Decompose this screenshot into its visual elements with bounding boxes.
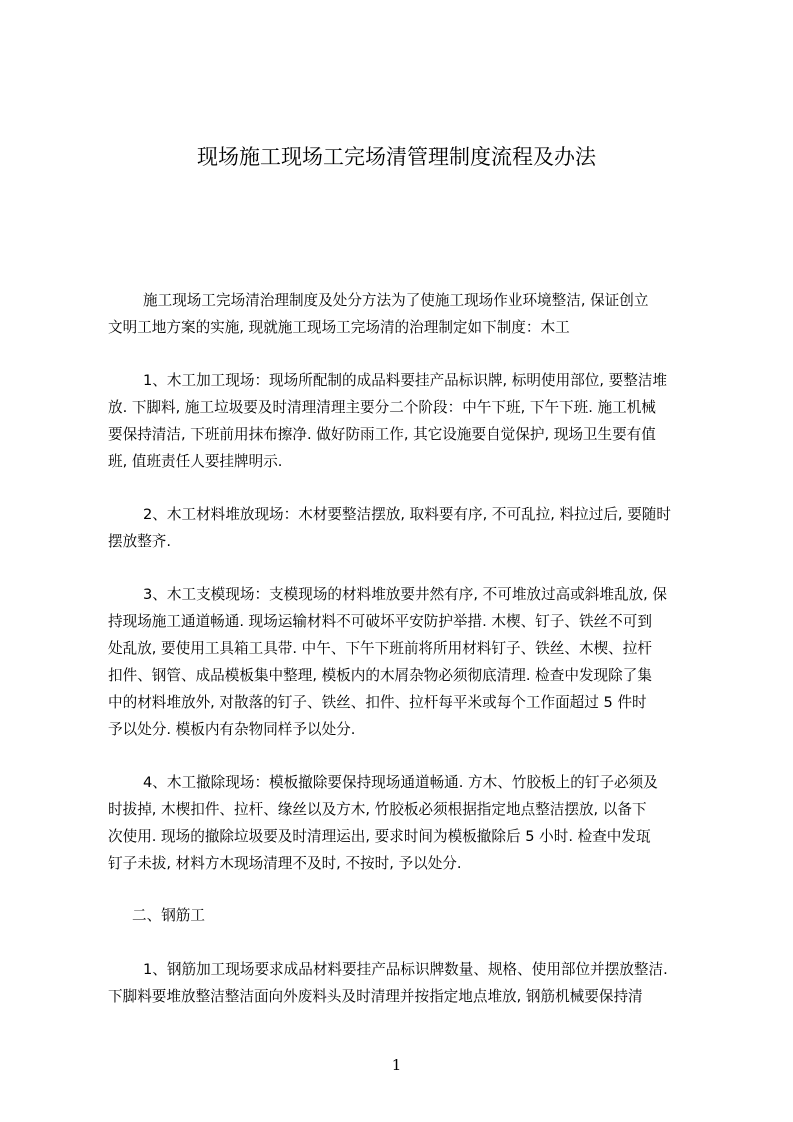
paragraph-carpentry-1-line-3: 要保持清洁, 下班前用抹布擦净. 做好防雨工作, 其它设施要自觉保护, 现场卫生要有值: [108, 426, 656, 443]
paragraph-steel-1-line-2: 下脚料要堆放整洁整洁面向外废料头及时清理并按指定地点堆放, 钢筋机械要保持清: [108, 988, 643, 1005]
paragraph-carpentry-3-line-1: 3、木工支模现场：支模现场的材料堆放要井然有序, 不可堆放过高或斜堆乱放, 保: [143, 586, 668, 603]
paragraph-carpentry-1-line-2: 放. 下脚料, 施工垃圾要及时清理清理主要分二个阶段：中午下班, 下午下班. 施工机械: [108, 399, 656, 416]
paragraph-carpentry-2-line-2: 摆放整齐.: [108, 533, 172, 550]
paragraph-steel-heading-line-1: 二、钢筋工: [132, 907, 205, 924]
document-title: 现场施工现场工完场清管理制度流程及办法: [197, 145, 596, 169]
paragraph-intro-line-2: 文明工地方案的实施, 现就施工现场工完场清的治理制定如下制度：木工: [108, 319, 570, 336]
paragraph-carpentry-2-line-1: 2、木工材料堆放现场：木材要整洁摆放, 取料要有序, 不可乱拉, 料拉过后, 要随时: [143, 506, 671, 523]
paragraph-steel-1-line-1: 1、钢筋加工现场要求成品材料要挂产品标识牌数量、规格、使用部位并摆放整洁.: [143, 961, 668, 978]
paragraph-carpentry-4-line-1: 4、木工撤除现场：模板撤除要保持现场通道畅通. 方木、竹胶板上的钉子必须及: [143, 774, 658, 791]
paragraph-carpentry-3-line-2: 持现场施工通道畅通. 现场运输材料不可破坏平安防护举措. 木楔、钉子、铁丝不可到: [108, 613, 652, 630]
paragraph-carpentry-4-line-2: 时拔掉, 木楔扣件、拉杆、缘丝以及方木, 竹胶板必须根据指定地点整洁摆放, 以备下: [108, 801, 647, 818]
paragraph-carpentry-1-line-1: 1、木工加工现场：现场所配制的成品料要挂产品标识牌, 标明使用部位, 要整洁堆: [143, 372, 668, 389]
paragraph-carpentry-3-line-5: 中的材料堆放外, 对散落的钉子、铁丝、扣件、拉杆每平米或每个工作面超过 5 件时: [108, 694, 647, 711]
paragraph-carpentry-3-line-3: 处乱放, 要使用工具箱工具带. 中午、下午下班前将所用材料钉子、铁丝、木楔、拉杆: [108, 640, 652, 657]
paragraph-carpentry-3-line-4: 扣件、钢管、成品模板集中整理, 模板内的木屑杂物必须彻底清理. 检查中发现除了集: [108, 667, 652, 684]
paragraph-carpentry-4-line-4: 钉子未拔, 材料方木现场清理不及时, 不按时, 予以处分.: [108, 855, 462, 872]
page-number: 1: [391, 1056, 402, 1074]
paragraph-intro-line-1: 施工现场工完场清治理制度及处分方法为了使施工现场作业环境整洁, 保证创立: [143, 292, 649, 309]
paragraph-carpentry-3-line-6: 予以处分. 模板内有杂物同样予以处分.: [108, 721, 356, 738]
paragraph-carpentry-1-line-4: 班, 值班责任人要挂牌明示.: [108, 453, 283, 470]
paragraph-carpentry-4-line-3: 次使用. 现场的撤除垃圾要及时清理运出, 要求时间为模板撤除后 5 小时. 检查中发珁: [108, 828, 651, 845]
